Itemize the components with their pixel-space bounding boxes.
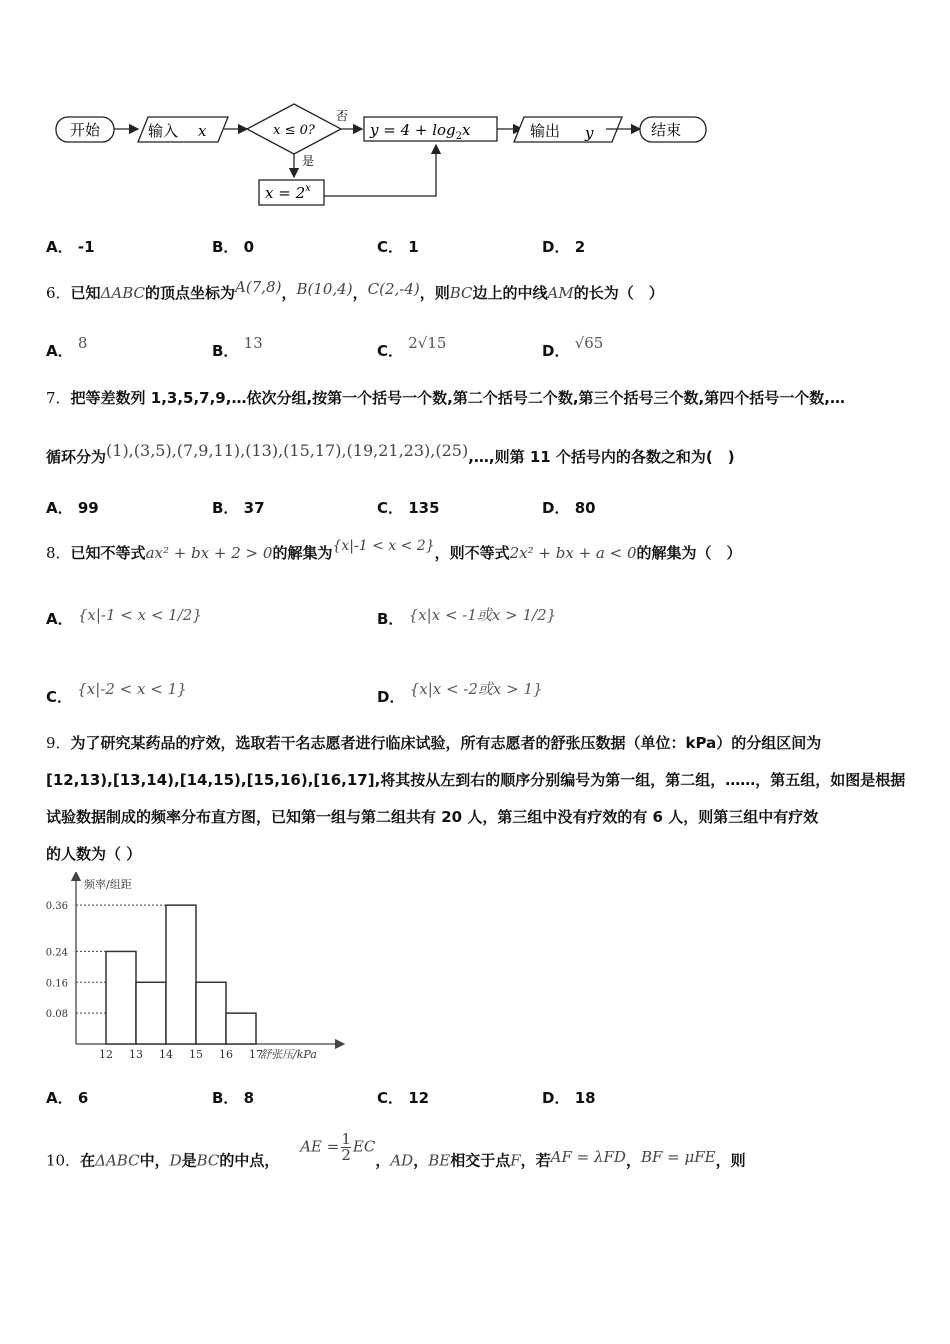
decision-label: x ≤ 0?	[273, 123, 315, 138]
q6-option-c[interactable]: C． 2√15	[377, 334, 447, 360]
q7-option-b[interactable]: B． 37	[212, 499, 265, 517]
output-label: 输出	[530, 122, 561, 140]
q8-option-a[interactable]: A． {x|-1 < x < 1/2}	[46, 606, 202, 628]
question-9-line2: [12,13),[13,14),[14,15),[15,16),[16,17],将其按从左到右的顺序分别编号为第一组，第二组，……，第五组，如图是根据	[46, 771, 906, 789]
q7-option-d[interactable]: D． 80	[542, 499, 596, 517]
q8-option-c[interactable]: C． {x|-2 < x < 1}	[46, 680, 187, 706]
q5-option-c[interactable]: C． 1	[377, 238, 419, 256]
y-tick-label: 0.08	[45, 1009, 68, 1021]
q6-option-d[interactable]: D． √65	[542, 334, 604, 360]
question-6: 6．已知ΔABC的顶点坐标为A(7,8)，B(10,4)，C(2,-4)，则BC边上的中线AM的长为（ ）	[46, 278, 664, 302]
q5-option-a[interactable]: A． -1	[46, 238, 95, 256]
q9-option-b[interactable]: B． 8	[212, 1089, 255, 1107]
q5-option-d[interactable]: D． 2	[542, 238, 586, 256]
x-tick-label: 12	[99, 1048, 113, 1061]
q8-option-d[interactable]: D． {x|x < -2或x > 1}	[377, 680, 543, 706]
q6-option-a[interactable]: A． 8	[46, 334, 88, 360]
x-tick-label: 14	[159, 1048, 173, 1061]
frequency-histogram	[40, 872, 350, 1070]
q7-option-c[interactable]: C． 135	[377, 499, 440, 517]
q7-option-a[interactable]: A． 99	[46, 499, 99, 517]
flowchart	[40, 98, 730, 218]
process-log-label: $y = 4 + \log_2x$	[370, 121, 471, 142]
y-tick-label: 0.24	[45, 947, 68, 959]
y-axis-label: 频率/组距	[84, 878, 132, 891]
q8-option-b[interactable]: B． {x|x < -1或x > 1/2}	[377, 606, 557, 628]
x-tick-label: 13	[129, 1048, 143, 1061]
no-label: 否	[336, 109, 349, 123]
question-9-line3: 试验数据制成的频率分布直方图，已知第一组与第二组共有 20 人，第三组中没有疗效的有 6 人，则第三组中有疗效	[46, 808, 819, 826]
x-tick-label: 16	[219, 1048, 233, 1061]
q9-option-a[interactable]: A． 6	[46, 1089, 89, 1107]
q9-option-c[interactable]: C． 12	[377, 1089, 430, 1107]
q6-option-b[interactable]: B． 13	[212, 334, 263, 360]
histogram-bar	[106, 951, 136, 1044]
x-axis-label: 舒张压/kPa	[260, 1048, 317, 1061]
arrow-loop-back	[324, 145, 436, 196]
question-7-line2: 循环分为(1),(3,5),(7,9,11),(13),(15,17),(19,21,23),(25),…,则第 11 个括号内的各数之和为( )	[46, 441, 735, 466]
question-9-line1: 9．为了研究某药品的疗效，选取若干名志愿者进行临床试验，所有志愿者的舒张压数据（单位：kPa）的分组区间为	[46, 734, 822, 752]
input-var: x	[198, 122, 207, 140]
x-tick-label: 15	[189, 1048, 203, 1061]
histogram-bar	[196, 982, 226, 1044]
x-tick-label: 17	[249, 1048, 263, 1061]
q5-option-b[interactable]: B． 0	[212, 238, 255, 256]
output-var: y	[585, 124, 594, 142]
question-9-line4: 的人数为（ ）	[46, 845, 142, 863]
y-tick-label: 0.36	[45, 901, 68, 913]
question-8: 8．已知不等式ax² + bx + 2 > 0的解集为{x|-1 < x < 2}，则不等式2x² + bx + a < 0的解集为（ ）	[46, 538, 742, 562]
y-tick-label: 0.16	[45, 978, 68, 990]
histogram-bar	[226, 1013, 256, 1044]
ae-fraction: AE = $\frac{1}{2}$ EC	[300, 1130, 376, 1164]
question-10: 10．在ΔABC中，D是BC的中点， AE = $\frac{1}{2}$ EC，AD，BE相交于点F，若AF = λFD，BF = μFE，则	[46, 1130, 746, 1170]
histogram-bar	[136, 982, 166, 1044]
input-label: 输入	[148, 122, 179, 140]
question-7-line1: 7．把等差数列 1,3,5,7,9,…依次分组,按第一个括号一个数,第二个括号二个数,第三个括号三个数,第四个括号一个数,…	[46, 389, 845, 407]
yes-label: 是	[302, 154, 315, 168]
process-pow-label: $x = 2^x$	[265, 183, 311, 202]
end-label: 结束	[650, 121, 682, 139]
histogram-bar	[166, 905, 196, 1044]
q9-option-d[interactable]: D． 18	[542, 1089, 596, 1107]
start-label: 开始	[69, 121, 101, 139]
